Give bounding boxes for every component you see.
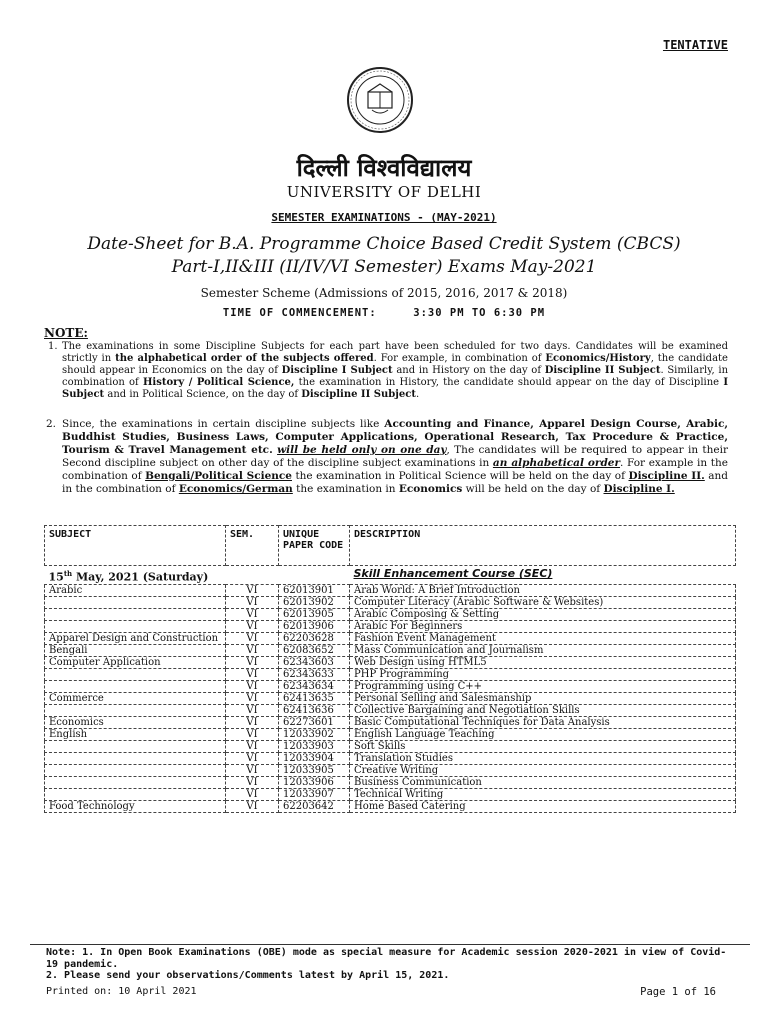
table-row: [45, 609, 736, 621]
cell-sem: VI: [226, 693, 279, 705]
cell-code: 62013902: [279, 597, 350, 609]
cell-sem: VI: [226, 801, 279, 813]
cell-subject: [45, 765, 226, 777]
table-row: [45, 621, 736, 633]
cell-code: 62013901: [279, 585, 350, 597]
cell-sem: VI: [226, 753, 279, 765]
note-item-2: 2. Since, the examinations in certain discipline subjects like Accounting and Finance, Apparel Design Course, Arabic, Buddhist Studies, Business Laws, Computer Applications, Operational Research, Tax Procedure & Practice, Tourism & Travel Management etc. will be held only on one day, The candidates will be required to appear in their Second discipline subject on other day of the discipline subject examinations in an alphabetical order. For example in the combination of Bengali/Political Science the examination in Political Science will be held on the day of Discipline II. and in the combination of Economics/German the examination in Economics will be held on the day of Discipline I.: [46, 418, 729, 495]
cell-code: 62413636: [279, 705, 350, 717]
cell-subject: Computer Application: [45, 657, 226, 669]
table-row: [45, 633, 736, 645]
table-header-row: [45, 526, 736, 566]
cell-description: Soft Skills: [350, 741, 736, 753]
table-row: [45, 717, 736, 729]
cell-description: Arabic Composing & Setting: [350, 609, 736, 621]
note-item-1: 1. The examinations in some Discipline Subjects for each part have been scheduled for two days. Candidates will be examined strictly in the alphabetical order of the subjects offered. For example, in combination of Economics/History, the candidate should appear in Economics on the day of Discipline I Subject and in History on the day of Discipline II Subject. Similarly, in combination of History / Political Science, the examination in History, the candidate should appear on the day of Discipline I Subject and in Political Science, on the day of Discipline II Subject.: [48, 341, 729, 400]
table-row: [45, 693, 736, 705]
table-row: [45, 789, 736, 801]
cell-description: Fashion Event Management: [350, 633, 736, 645]
university-seal-logo: [346, 66, 414, 134]
cell-sem: VI: [226, 597, 279, 609]
cell-description: Arabic For Beginners: [350, 621, 736, 633]
cell-subject: [45, 789, 226, 801]
cell-sem: VI: [226, 777, 279, 789]
table-row: [45, 777, 736, 789]
note-heading: NOTE:: [44, 326, 88, 340]
printed-date: Printed on: 10 April 2021: [46, 986, 197, 997]
cell-code: 62203642: [279, 801, 350, 813]
cell-code: 62343633: [279, 669, 350, 681]
footer-note-line2: 2. Please send your observations/Comments latest by April 15, 2021.: [46, 970, 450, 981]
cell-sem: VI: [226, 717, 279, 729]
semester-scheme: Semester Scheme (Admissions of 2015, 2016, 2017 & 2018): [200, 286, 568, 300]
cell-code: 12033905: [279, 765, 350, 777]
cell-sem: VI: [226, 741, 279, 753]
cell-sem: VI: [226, 789, 279, 801]
cell-subject: [45, 777, 226, 789]
cell-subject: Bengali: [45, 645, 226, 657]
exam-date: 15th May, 2021 (Saturday): [45, 566, 350, 585]
cell-description: Business Communication: [350, 777, 736, 789]
cell-description: Programming using C++: [350, 681, 736, 693]
tentative-label: TENTATIVE: [662, 38, 728, 52]
cell-code: 62273601: [279, 717, 350, 729]
cell-code: 12033904: [279, 753, 350, 765]
cell-sem: VI: [226, 765, 279, 777]
cell-subject: Food Technology: [45, 801, 226, 813]
table-row: [45, 585, 736, 597]
datesheet-title-line1: Date-Sheet for B.A. Programme Choice Based Credit System (CBCS): [87, 234, 681, 254]
cell-subject: [45, 669, 226, 681]
cell-code: 12033903: [279, 741, 350, 753]
cell-code: 62343603: [279, 657, 350, 669]
cell-sem: VI: [226, 621, 279, 633]
cell-subject: Arabic: [45, 585, 226, 597]
cell-sem: VI: [226, 645, 279, 657]
cell-description: Technical Writing: [350, 789, 736, 801]
table-row: [45, 669, 736, 681]
cell-description: Web Design using HTML5: [350, 657, 736, 669]
university-name: UNIVERSITY OF DELHI: [286, 183, 482, 201]
note-number: 2.: [46, 418, 57, 430]
cell-description: Computer Literacy (Arabic Software & Websites): [350, 597, 736, 609]
table-row: [45, 681, 736, 693]
table-row: [45, 801, 736, 813]
cell-description: Collective Bargaining and Negotiation Skills: [350, 705, 736, 717]
footer-note: [46, 947, 736, 982]
cell-description: English Language Teaching: [350, 729, 736, 741]
cell-subject: Apparel Design and Construction: [45, 633, 226, 645]
datesheet-title-line2: Part-I,II&III (II/IV/VI Semester) Exams May-2021: [171, 257, 597, 277]
cell-code: 12033906: [279, 777, 350, 789]
cell-subject: [45, 705, 226, 717]
table-row: [45, 753, 736, 765]
cell-subject: Economics: [45, 717, 226, 729]
date-row: [45, 566, 736, 585]
table-row: [45, 729, 736, 741]
semester-exams-heading: SEMESTER EXAMINATIONS - (MAY-2021): [271, 211, 497, 224]
cell-code: 62013905: [279, 609, 350, 621]
cell-subject: Commerce: [45, 693, 226, 705]
cell-code: 62343634: [279, 681, 350, 693]
cell-sem: VI: [226, 609, 279, 621]
cell-sem: VI: [226, 585, 279, 597]
table-row: [45, 645, 736, 657]
table-row: [45, 741, 736, 753]
header-sem: SEM.: [226, 526, 279, 566]
course-section: Skill Enhancement Course (SEC): [350, 566, 736, 585]
table-row: [45, 705, 736, 717]
footer-note-line1: Note: 1. In Open Book Examinations (OBE) mode as special measure for Academic session 2020-2021 in view of Covid-19 pandemic.: [46, 947, 727, 970]
cell-subject: [45, 753, 226, 765]
cell-code: 12033907: [279, 789, 350, 801]
cell-code: 12033902: [279, 729, 350, 741]
cell-description: Creative Writing: [350, 765, 736, 777]
cell-sem: VI: [226, 705, 279, 717]
page-number: Page 1 of 16: [640, 986, 716, 998]
cell-code: 62413635: [279, 693, 350, 705]
header-subject: SUBJECT: [45, 526, 226, 566]
time-of-commencement: TIME OF COMMENCEMENT: 3:30 PM TO 6:30 PM: [222, 307, 546, 319]
cell-sem: VI: [226, 669, 279, 681]
footer-divider: [30, 944, 750, 945]
cell-sem: VI: [226, 681, 279, 693]
table-row: [45, 597, 736, 609]
cell-description: Personal Selling and Salesmanship: [350, 693, 736, 705]
cell-subject: [45, 597, 226, 609]
cell-subject: [45, 741, 226, 753]
cell-subject: [45, 681, 226, 693]
cell-subject: [45, 621, 226, 633]
cell-description: Basic Computational Techniques for Data Analysis: [350, 717, 736, 729]
cell-code: 62203628: [279, 633, 350, 645]
cell-code: 62083652: [279, 645, 350, 657]
cell-sem: VI: [226, 633, 279, 645]
cell-subject: [45, 609, 226, 621]
header-description: DESCRIPTION: [350, 526, 736, 566]
table-row: [45, 657, 736, 669]
header-code: UNIQUE PAPER CODE: [279, 526, 350, 566]
cell-sem: VI: [226, 729, 279, 741]
cell-description: PHP Programming: [350, 669, 736, 681]
university-name-hindi: दिल्ली विश्वविद्यालय: [296, 154, 472, 182]
cell-code: 62013906: [279, 621, 350, 633]
cell-description: Arab World: A Brief Introduction: [350, 585, 736, 597]
cell-description: Home Based Catering: [350, 801, 736, 813]
note-number: 1.: [48, 341, 58, 352]
datesheet-table: [44, 525, 736, 813]
table-row: [45, 765, 736, 777]
cell-description: Mass Communication and Journalism: [350, 645, 736, 657]
cell-sem: VI: [226, 657, 279, 669]
cell-subject: English: [45, 729, 226, 741]
cell-description: Translation Studies: [350, 753, 736, 765]
